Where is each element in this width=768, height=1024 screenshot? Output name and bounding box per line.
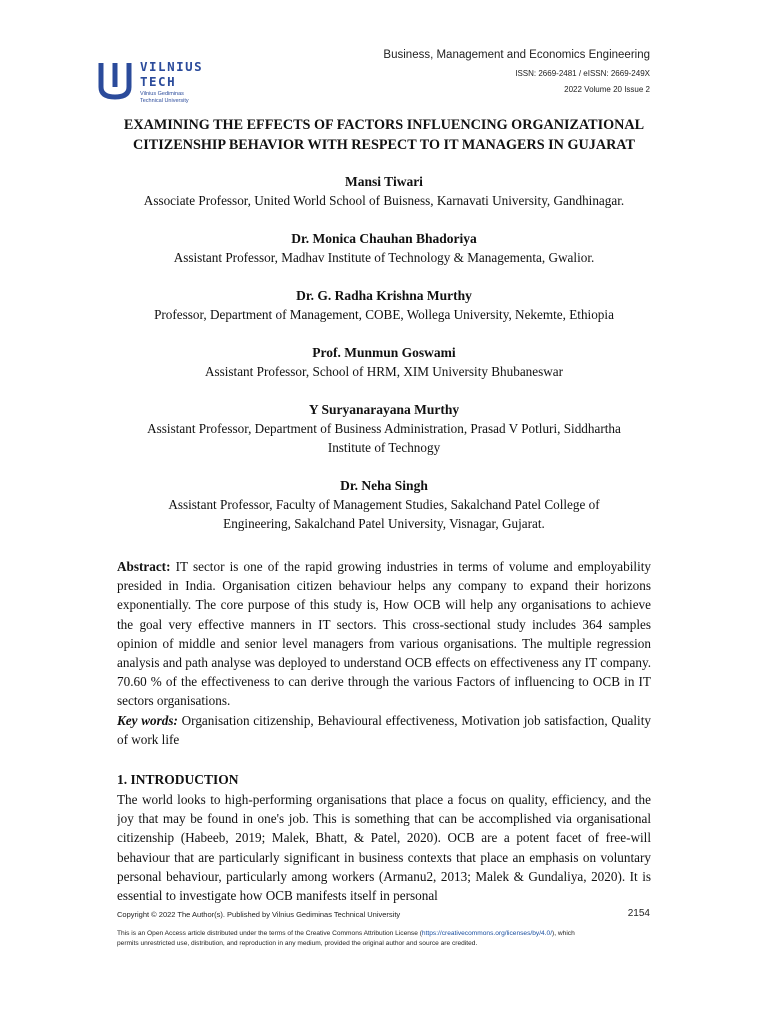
paper-title-line1: EXAMINING THE EFFECTS OF FACTORS INFLUENCING ORGANIZATIONAL	[123, 117, 645, 133]
logo-sub-line1: Vilnius Gediminas	[140, 91, 184, 97]
license-prefix: This is an Open Access article distributed under the terms of the Creative Commons Attribution License (	[117, 930, 422, 937]
intro-heading: 1. INTRODUCTION	[117, 772, 239, 787]
paper-title	[100, 115, 668, 155]
author-affiliation: Assistant Professor, School of HRM, XIM University Bhubaneswar	[204, 364, 564, 379]
author-affiliation: Engineering, Sakalchand Patel University, Visnagar, Gujarat.	[223, 516, 545, 531]
abstract-text: IT sector is one of the rapid growing industries in terms of volume and employability presided in India. Organisation citizen behaviour helps any company to expand their horizons exponentially. The core purpose of this study is, How OCB will help any organisations to achieve the goal very effective manners in IT sectors. This cross-sectional study includes 364 samples opinion of middle and senior level managers from various organisations. The multiple regression analysis and path analyse was deployed to understand OCB effects on effectiveness any IT company. 70.60 % of the effectiveness to can derive through the various Factors of influencing to OCB in IT sectors organisations.	[117, 559, 651, 709]
license-notice	[117, 929, 577, 949]
author-block	[100, 286, 668, 324]
author-affiliation: Associate Professor, United World School of Buisness, Karnavati University, Gandhinagar.	[143, 193, 625, 208]
author-affiliation: Professor, Department of Management, COBE, Wollega University, Nekemte, Ethiopia	[154, 307, 614, 322]
author-affiliation: Assistant Professor, Department of Business Administration, Prasad V Potluri, Siddhartha	[147, 421, 621, 436]
license-suffix: ), which permits unrestricted use, distribution, and reproduction in any medium, provided the original author and source are credited.	[117, 930, 575, 947]
author-affiliation: Assistant Professor, Madhav Institute of Technology & Managementa, Gwalior.	[173, 250, 595, 265]
abstract-section	[117, 557, 651, 749]
intro-section	[117, 790, 651, 906]
logo-name-line1: VILNIUS	[140, 59, 204, 74]
paper-title-line2: CITIZENSHIP BEHAVIOR WITH RESPECT TO IT MANAGERS IN GUJARAT	[133, 137, 635, 153]
keywords-paragraph	[117, 711, 651, 749]
abstract-paragraph	[117, 557, 651, 711]
journal-volume: 2022 Volume 20 Issue 2	[564, 85, 650, 94]
author-affiliation: Assistant Professor, Faculty of Management Studies, Sakalchand Patel College of	[168, 497, 600, 512]
author-block	[100, 172, 668, 210]
author-block	[100, 343, 668, 381]
journal-info	[383, 47, 650, 97]
abstract-label: Abstract:	[117, 559, 171, 574]
journal-name: Business, Management and Economics Engineering	[383, 49, 650, 61]
author-name: Prof. Munmun Goswami	[312, 345, 456, 360]
author-name: Dr. Neha Singh	[340, 478, 428, 493]
author-name: Dr. G. Radha Krishna Murthy	[296, 288, 472, 303]
copyright-notice: Copyright © 2022 The Author(s). Published by Vilnius Gediminas Technical University	[117, 910, 401, 919]
intro-text: The world looks to high-performing organisations that place a focus on quality, efficiency, and the joy that may be found in one's job. This is something that can be accomplished via organisational citizenship (Habeeb, 2019; Malek, Bhatt, & Patel, 2020). OCB are a potent facet of free-will behaviour that are particularly significant in business contexts that place an emphasis on voluntary personal behaviour, particularly among workers (Armanu2, 2013; Malek & Gundaliya, 2020). It is essential to investigate how OCB manifests itself in personal	[117, 792, 651, 904]
keywords-text: Organisation citizenship, Behavioural effectiveness, Motivation job satisfaction, Quality of work life	[117, 712, 651, 747]
author-affiliation: Institute of Technogy	[327, 440, 441, 455]
page-number: 2154	[627, 908, 650, 919]
author-block	[100, 229, 668, 267]
author-name: Mansi Tiwari	[345, 174, 423, 189]
journal-issn: ISSN: 2669-2481 / eISSN: 2669-249X	[515, 69, 650, 78]
author-block	[100, 476, 668, 533]
author-name: Y Suryanarayana Murthy	[308, 402, 460, 417]
author-name: Dr. Monica Chauhan Bhadoriya	[291, 231, 477, 246]
author-list	[100, 172, 668, 552]
logo-name-line2: TECH	[140, 74, 177, 89]
vilnius-tech-logo	[98, 60, 228, 106]
author-block	[100, 400, 668, 457]
logo-sub-line2: Technical University	[140, 97, 189, 104]
license-link[interactable]: https://creativecommons.org/licenses/by/4.0/	[421, 930, 553, 937]
vilnius-tech-logo-mark	[98, 60, 132, 100]
keywords-label: Key words:	[117, 712, 178, 728]
